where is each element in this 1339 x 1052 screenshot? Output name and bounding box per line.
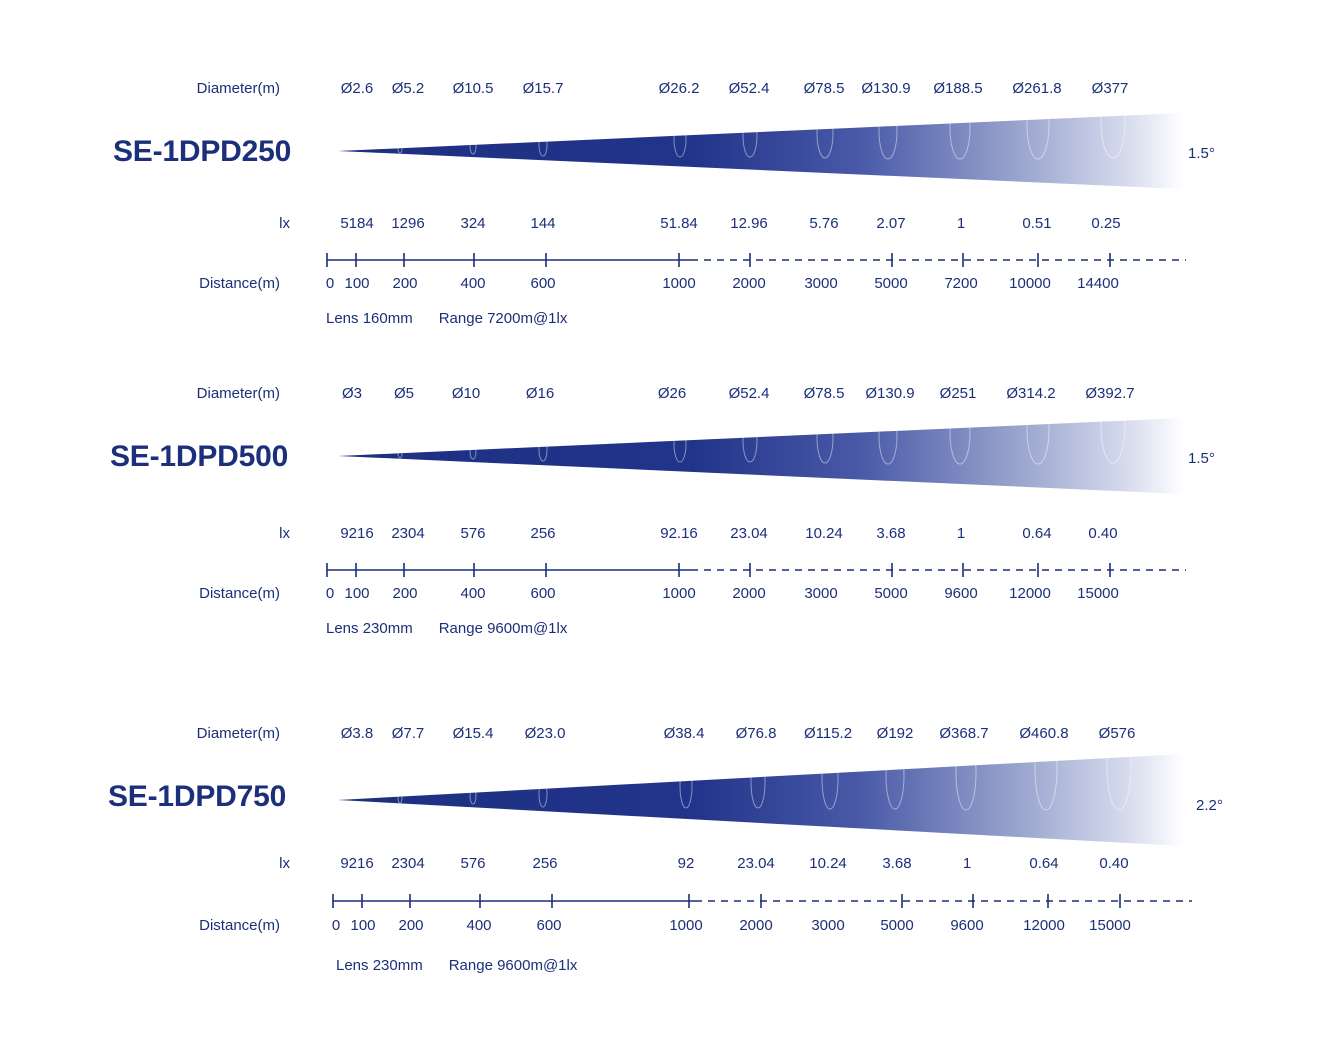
lux-row: [0, 215, 1339, 237]
lux-value: 23.04: [730, 525, 768, 542]
lens-value: Lens 230mm: [336, 957, 423, 974]
distance-value: 3000: [804, 275, 838, 292]
product-block-se-1dpd250: [0, 50, 1339, 350]
product-block-se-1dpd750: [0, 695, 1339, 995]
distance-value: 400: [460, 585, 486, 602]
lux-value: 9216: [340, 525, 374, 542]
lux-value: 5184: [340, 215, 374, 232]
lens-range-footer: [336, 957, 603, 974]
distance-value: 1000: [662, 275, 696, 292]
diameter-value: Ø7.7: [391, 725, 425, 742]
lux-value: 1: [956, 215, 966, 232]
lens-value: Lens 230mm: [326, 620, 413, 637]
lux-value: 3.68: [882, 855, 912, 872]
distance-value: 1000: [662, 585, 696, 602]
lx-row-label: lx: [279, 215, 290, 232]
lux-value: 576: [460, 525, 486, 542]
distance-value: 10000: [1009, 275, 1051, 292]
diameter-row: [0, 385, 1339, 407]
lux-value: 256: [530, 525, 556, 542]
lux-value: 256: [532, 855, 558, 872]
lux-value: 3.68: [876, 525, 906, 542]
distance-value: 600: [530, 585, 556, 602]
diameter-value: Ø314.2: [1006, 385, 1056, 402]
lux-value: 5.76: [809, 215, 839, 232]
product-name: SE-1DPD750: [108, 780, 287, 813]
lux-value: 10.24: [805, 525, 843, 542]
diameter-value: Ø15.4: [452, 725, 494, 742]
distance-value: 5000: [880, 917, 914, 934]
diameter-value: Ø576: [1098, 725, 1136, 742]
range-value: Range 9600m@1lx: [448, 957, 578, 974]
lux-value: 0.40: [1088, 525, 1118, 542]
diameter-value: Ø10.5: [452, 80, 494, 97]
lux-value: 576: [460, 855, 486, 872]
diameter-value: Ø23.0: [524, 725, 566, 742]
diameter-row: [0, 725, 1339, 747]
diameter-value: Ø392.7: [1085, 385, 1135, 402]
diameter-row-label: Diameter(m): [196, 385, 280, 402]
distance-value: 2000: [739, 917, 773, 934]
distance-value: 100: [344, 275, 370, 292]
lux-value: 2304: [391, 525, 425, 542]
distance-value: 5000: [874, 275, 908, 292]
distance-axis: [326, 560, 1186, 580]
beam-angle: 2.2°: [1196, 797, 1223, 814]
lux-value: 0.25: [1091, 215, 1121, 232]
diameter-value: Ø26: [657, 385, 687, 402]
diameter-value: Ø5: [393, 385, 415, 402]
distance-value: 0: [325, 585, 335, 602]
distance-value: 1000: [669, 917, 703, 934]
diameter-row: [0, 80, 1339, 102]
diameter-value: Ø2.6: [340, 80, 374, 97]
lux-value: 2.07: [876, 215, 906, 232]
lux-value: 0.64: [1022, 525, 1052, 542]
diameter-value: Ø76.8: [735, 725, 777, 742]
lux-value: 10.24: [809, 855, 847, 872]
diameter-value: Ø3.8: [340, 725, 374, 742]
lux-value: 2304: [391, 855, 425, 872]
beam-angle: 1.5°: [1188, 145, 1215, 162]
distance-value: 400: [466, 917, 492, 934]
distance-value: 0: [325, 275, 335, 292]
product-block-se-1dpd500: [0, 355, 1339, 655]
beam-cone: [338, 410, 1183, 500]
diameter-value: Ø460.8: [1019, 725, 1069, 742]
lux-value: 23.04: [737, 855, 775, 872]
distance-axis: [326, 250, 1186, 270]
distance-row: [0, 275, 1339, 297]
product-name: SE-1DPD250: [113, 135, 292, 168]
distance-value: 100: [344, 585, 370, 602]
lux-value: 144: [530, 215, 556, 232]
lx-row-label: lx: [279, 855, 290, 872]
diameter-value: Ø15.7: [522, 80, 564, 97]
distance-value: 2000: [732, 585, 766, 602]
diameter-value: Ø52.4: [728, 80, 770, 97]
beam-angle: 1.5°: [1188, 450, 1215, 467]
diameter-value: Ø251: [939, 385, 977, 402]
distance-value: 3000: [804, 585, 838, 602]
distance-value: 14400: [1077, 275, 1119, 292]
product-name: SE-1DPD500: [110, 440, 289, 473]
lx-row-label: lx: [279, 525, 290, 542]
lux-value: 92.16: [660, 525, 698, 542]
lux-value: 0.40: [1099, 855, 1129, 872]
lens-value: Lens 160mm: [326, 310, 413, 327]
distance-row: [0, 585, 1339, 607]
distance-value: 9600: [950, 917, 984, 934]
diameter-value: Ø192: [876, 725, 914, 742]
diameter-value: Ø5.2: [391, 80, 425, 97]
diameter-value: Ø26.2: [658, 80, 700, 97]
distance-row-label: Distance(m): [199, 585, 280, 602]
lux-row: [0, 525, 1339, 547]
lux-row: [0, 855, 1339, 877]
diameter-value: Ø377: [1091, 80, 1129, 97]
lens-range-footer: [326, 310, 593, 327]
lux-value: 12.96: [730, 215, 768, 232]
range-value: Range 7200m@1lx: [438, 310, 568, 327]
diameter-value: Ø368.7: [939, 725, 989, 742]
distance-value: 7200: [944, 275, 978, 292]
distance-row-label: Distance(m): [199, 917, 280, 934]
lux-value: 1296: [391, 215, 425, 232]
distance-value: 200: [398, 917, 424, 934]
distance-value: 12000: [1023, 917, 1065, 934]
distance-value: 200: [392, 275, 418, 292]
distance-row: [0, 917, 1339, 939]
distance-value: 600: [530, 275, 556, 292]
lux-value: 0.51: [1022, 215, 1052, 232]
lux-value: 324: [460, 215, 486, 232]
diameter-value: Ø52.4: [728, 385, 770, 402]
range-value: Range 9600m@1lx: [438, 620, 568, 637]
diameter-value: Ø188.5: [933, 80, 983, 97]
diameter-value: Ø16: [525, 385, 555, 402]
distance-value: 9600: [944, 585, 978, 602]
lux-value: 51.84: [660, 215, 698, 232]
distance-row-label: Distance(m): [199, 275, 280, 292]
diameter-value: Ø78.5: [803, 80, 845, 97]
lens-range-footer: [326, 620, 593, 637]
lux-value: 92: [677, 855, 695, 872]
diameter-value: Ø115.2: [803, 725, 853, 742]
distance-value: 3000: [811, 917, 845, 934]
distance-value: 5000: [874, 585, 908, 602]
diameter-row-label: Diameter(m): [196, 725, 280, 742]
distance-axis: [332, 891, 1192, 911]
distance-value: 0: [331, 917, 341, 934]
diameter-value: Ø3: [341, 385, 363, 402]
diameter-value: Ø130.9: [865, 385, 915, 402]
diameter-value: Ø261.8: [1012, 80, 1062, 97]
diameter-row-label: Diameter(m): [196, 80, 280, 97]
distance-value: 100: [350, 917, 376, 934]
beam-cone: [338, 750, 1183, 840]
distance-value: 2000: [732, 275, 766, 292]
diameter-value: Ø78.5: [803, 385, 845, 402]
diameter-value: Ø10: [451, 385, 481, 402]
distance-value: 400: [460, 275, 486, 292]
distance-value: 15000: [1089, 917, 1131, 934]
diameter-value: Ø130.9: [861, 80, 911, 97]
distance-value: 600: [536, 917, 562, 934]
distance-value: 12000: [1009, 585, 1051, 602]
lux-value: 1: [956, 525, 966, 542]
distance-value: 15000: [1077, 585, 1119, 602]
lux-value: 1: [962, 855, 972, 872]
lux-value: 0.64: [1029, 855, 1059, 872]
diameter-value: Ø38.4: [663, 725, 705, 742]
beam-cone: [338, 105, 1183, 195]
distance-value: 200: [392, 585, 418, 602]
lux-value: 9216: [340, 855, 374, 872]
